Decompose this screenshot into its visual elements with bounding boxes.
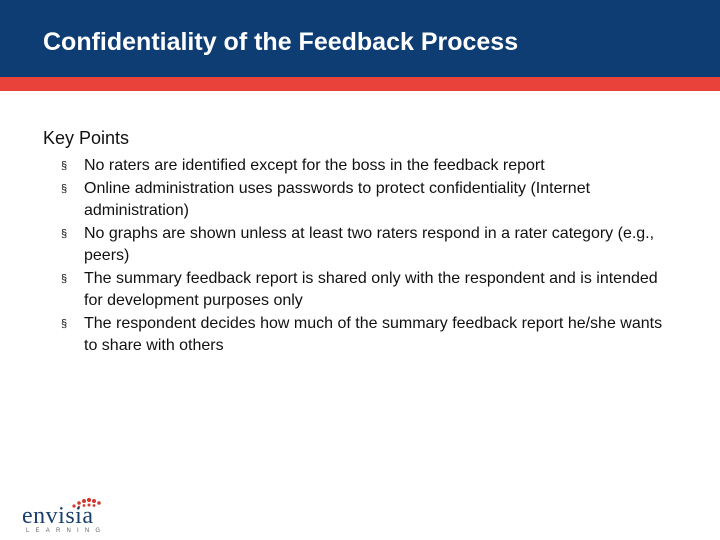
bullet-icon: § — [61, 272, 68, 285]
logo-wordmark: envisia — [22, 503, 94, 529]
point-text: No graphs are shown unless at least two raters respond in a rater category (e.g., peers) — [84, 224, 655, 264]
point-text: The summary feedback report is shared only with the respondent and is intended for development purposes only — [84, 269, 658, 309]
list-item — [43, 313, 664, 358]
list-item — [43, 268, 664, 313]
key-points-heading: Key Points — [43, 128, 130, 148]
bullet-icon: § — [61, 160, 68, 172]
list-item — [43, 155, 664, 178]
point-text: Online administration uses passwords to protect confidentiality (Internet administration) — [84, 179, 591, 219]
slide-content — [43, 127, 683, 358]
point-text: No raters are identified except for the boss in the feedback report — [84, 157, 545, 174]
bullet-icon: § — [61, 182, 68, 195]
title-bar — [0, 0, 720, 77]
bullet-icon: § — [61, 317, 68, 330]
logo-subtitle: LEARNING — [26, 528, 107, 534]
accent-bar — [0, 77, 720, 91]
slide-title: Confidentiality of the Feedback Process — [43, 28, 519, 56]
list-item — [43, 178, 664, 223]
bullet-icon: § — [61, 227, 68, 240]
key-points-list — [43, 155, 683, 358]
point-text: The respondent decides how much of the summary feedback report he/she wants to share with others — [84, 314, 663, 354]
envisia-logo — [22, 495, 122, 540]
list-item — [43, 223, 664, 268]
